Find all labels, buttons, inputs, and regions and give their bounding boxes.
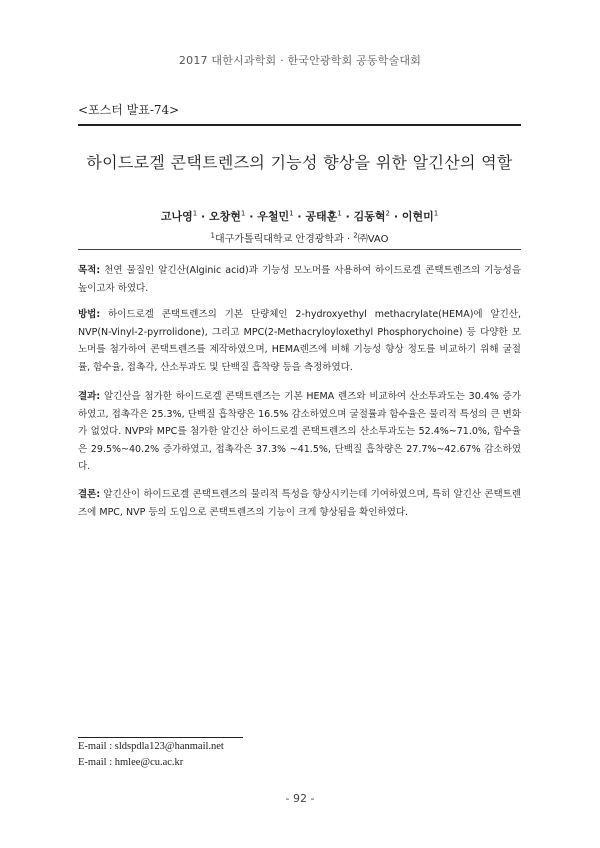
method-paragraph — [78, 306, 521, 376]
author-separator: · — [341, 210, 354, 223]
author-affil-sup: 2 — [385, 209, 390, 218]
author-name: 공태훈 — [305, 210, 338, 223]
method-text: 하이드로겔 콘택트렌즈의 기본 단량체인 2-hydroxyethyl methacrylate(HEMA)에 알긴산, NVP(N-Vinyl-2-pyrrolidone), 그리고 MPC(2-Methacryloyloxethyl Phosphorychoine) 등 다양한 모노머를 첨가하여 콘택트렌즈를 제작하였으며, HEMA렌즈에 비해 기능성 향상 정도를 비교하기 위해 굴절률, 함수율, 접촉각, 산소투과도 및 단백질 흡착량 등을 측정하였다. — [78, 309, 521, 373]
poster-tag: <포스터 발표-74> — [78, 103, 180, 117]
running-header: 2017 대한시과학회 · 한국안광학회 공동학술대회 — [178, 54, 422, 67]
conclusion-label: 결론: — [78, 489, 101, 500]
result-paragraph — [78, 388, 521, 476]
affiliation-sup: 1 — [210, 231, 215, 240]
result-text: 알긴산을 첨가한 하이드로겔 콘택트렌즈는 기본 HEMA 렌즈와 비교하여 산소투과도는 30.4% 증가하였고, 접촉각은 25.3%, 단백질 흡착량은 16.5% 감소하였으며 굴절률과 함수율은 물리적 특성의 큰 변화가 없었다. NVP와 MPC를 첨가한 알긴산 하이드로겔 콘택트렌즈의 산소투과도는 52.4%~71.0%, 함수율은 29.5%~40.2% 증가하였고, 접촉각은 37.3% ~41.5%, 단백질 흡착량은 27.7%~42.67% 감소하였다. — [78, 391, 521, 472]
author-name: 오창현 — [209, 210, 241, 223]
affiliation — [78, 230, 521, 245]
author-separator: · — [245, 210, 258, 223]
author-list — [78, 208, 521, 224]
contact-email-1[interactable]: E-mail : sldspdla123@hanmail.net — [78, 741, 224, 752]
footnote-rule — [78, 737, 243, 738]
author-affil-sup: 1 — [289, 209, 294, 218]
author-affil-sup: 1 — [192, 209, 198, 218]
title-bottom-rule — [78, 249, 521, 250]
page-number: - 92 - — [285, 792, 315, 805]
conclusion-text: 알긴산이 하이드로겔 콘택트렌즈의 물리적 특성을 향상시키는데 기여하였으며, 특히 알긴산 콘택트렌즈에 MPC, NVP 등의 도입으로 콘택트렌즈의 기능이 크게 향상됨을 확인하였다. — [78, 489, 521, 518]
contact-email-2[interactable]: E-mail : hmlee@cu.ac.kr — [78, 757, 184, 768]
purpose-text: 천연 물질인 알긴산(Alginic acid)과 기능성 모노머를 사용하여 하이드로겔 콘택트렌즈의 기능성을 높이고자 하였다. — [78, 265, 521, 294]
author-affil-sup: 1 — [433, 209, 439, 218]
affiliation-sup: 2 — [353, 231, 358, 240]
paper-title: 하이드로겔 콘택트렌즈의 기능성 향상을 위한 알긴산의 역할 — [86, 153, 513, 172]
author-separator: · — [197, 210, 210, 223]
purpose-paragraph — [78, 262, 521, 297]
author-name: 고나영 — [160, 210, 193, 223]
method-label: 방법: — [78, 309, 101, 320]
author-separator: · — [293, 210, 306, 223]
affiliation-text: ㈜VAO — [357, 234, 389, 245]
result-label: 결과: — [78, 391, 101, 402]
author-separator: · — [389, 210, 402, 223]
affiliation-text: 대구가톨릭대학교 안경광학과 · — [214, 234, 354, 245]
author-affil-sup: 1 — [240, 209, 246, 218]
conclusion-paragraph — [78, 486, 521, 521]
author-name: 우철민 — [257, 210, 290, 223]
author-affil-sup: 1 — [337, 209, 342, 218]
purpose-label: 목적: — [78, 265, 101, 276]
author-name: 이현미 — [401, 210, 434, 223]
title-top-rule — [78, 124, 521, 126]
author-name: 김동혁 — [353, 210, 386, 223]
